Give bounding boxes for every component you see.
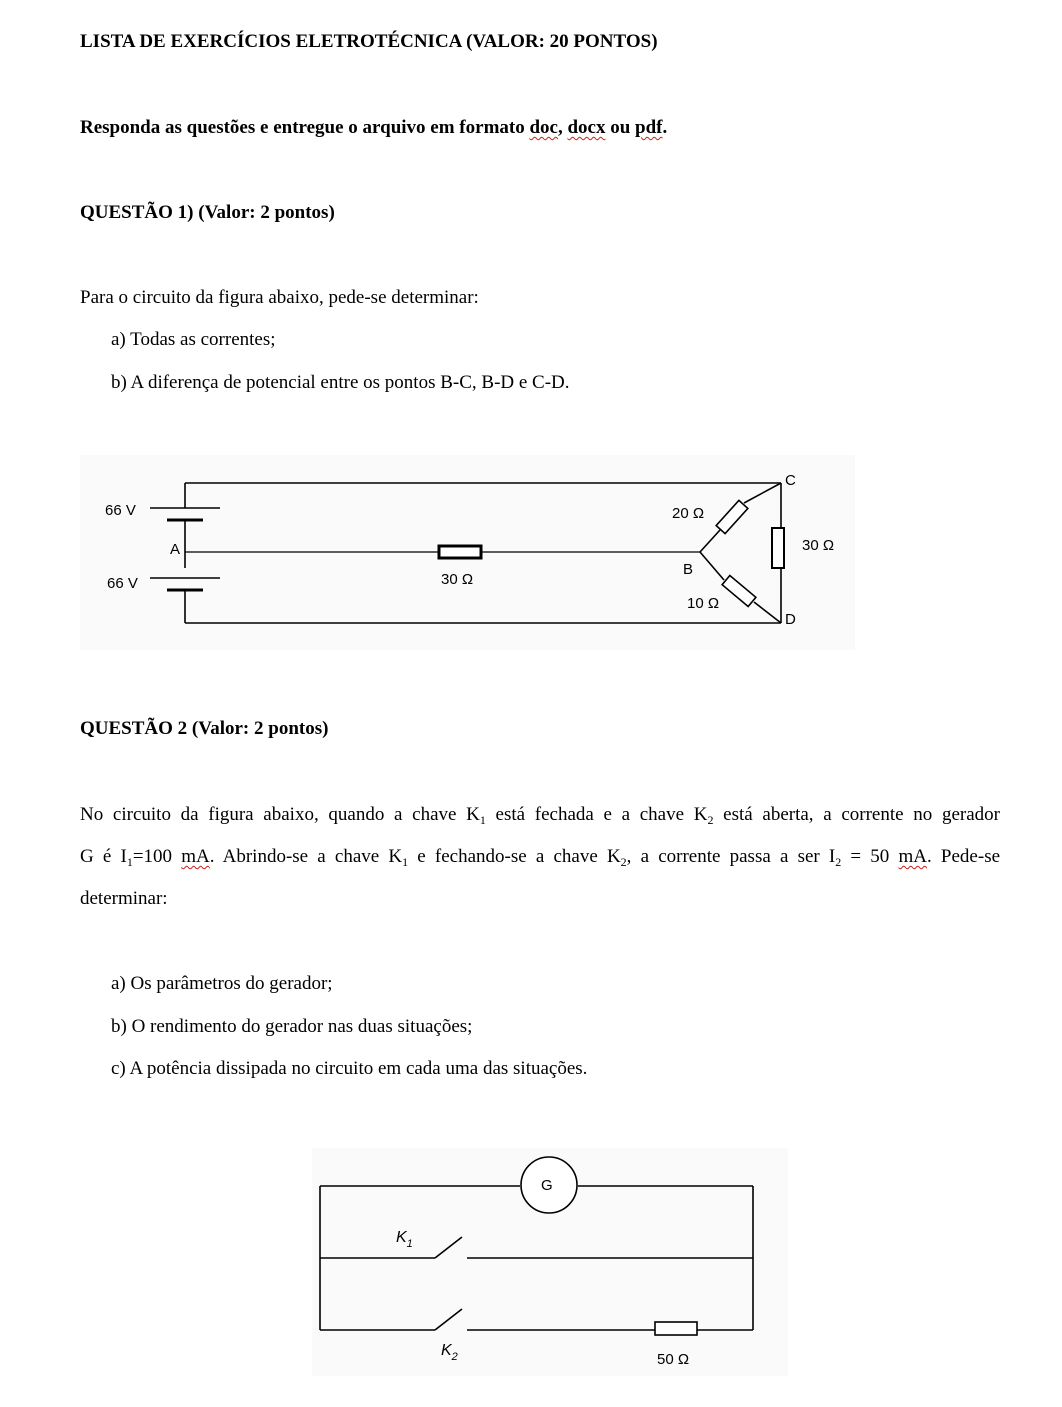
resistor-50-label: 50 Ω xyxy=(657,1351,690,1368)
resistor-bd-label: 10 Ω xyxy=(687,595,720,612)
k2-letter: K xyxy=(441,1342,452,1359)
q1-item-b: b) A diferença de potencial entre os pontos B-C, B-D e C-D. xyxy=(111,372,570,393)
text: e fechando-se a chave K xyxy=(408,846,621,867)
q2-item-b: b) O rendimento do gerador nas duas situações; xyxy=(111,1016,473,1037)
q2-paragraph xyxy=(80,804,1000,930)
resistor-cd-label: 30 Ω xyxy=(802,537,835,554)
text: No circuito da figura abaixo, quando a chave K xyxy=(80,804,480,825)
node-a-label: A xyxy=(170,541,181,558)
resistor-bc-label: 20 Ω xyxy=(672,505,705,522)
text: . Abrindo-se a chave K xyxy=(209,846,403,867)
resistor-50 xyxy=(655,1322,697,1335)
subscript: 2 xyxy=(835,855,842,869)
subscript: 1 xyxy=(402,855,409,869)
text: está fechada e a chave K xyxy=(485,804,708,825)
q1-prompt: Para o circuito da figura abaixo, pede-se determinar: xyxy=(80,287,479,308)
subscript: 1 xyxy=(479,813,486,827)
node-b-label: B xyxy=(683,561,694,578)
text: , a corrente passa a ser I xyxy=(626,846,836,867)
q1-item-a: a) Todas as correntes; xyxy=(111,329,276,350)
resistor-middle-label: 30 Ω xyxy=(441,571,474,588)
node-c-label: C xyxy=(785,472,796,489)
q1-circuit-figure xyxy=(0,450,1062,650)
resistor-30-cd xyxy=(772,528,784,568)
format-doc: doc xyxy=(529,117,558,138)
q2-line-1 xyxy=(80,804,1000,846)
unit-ma: mA xyxy=(181,846,210,867)
instructions-text: Responda as questões e entregue o arquivo em formato xyxy=(80,117,530,138)
text: G é I xyxy=(80,846,127,867)
text: está aberta, a corrente no gerador xyxy=(713,804,1000,825)
node-d-label: D xyxy=(785,611,796,628)
text: =100 xyxy=(132,846,182,867)
document-title: LISTA DE EXERCÍCIOS ELETROTÉCNICA (VALOR: 20 PONTOS) xyxy=(80,31,658,52)
instructions-sep: , xyxy=(557,117,568,138)
q2-item-c: c) A potência dissipada no circuito em cada uma das situações. xyxy=(111,1058,588,1079)
q2-item-a: a) Os parâmetros do gerador; xyxy=(111,973,333,994)
text: . Pede-se xyxy=(927,846,1001,867)
subscript: 2 xyxy=(620,855,627,869)
q2-line-2 xyxy=(80,846,1000,888)
k2-subscript: 2 xyxy=(451,1351,458,1363)
format-pdf: pdf xyxy=(635,117,663,138)
instructions-end: . xyxy=(662,117,668,138)
battery-top-label: 66 V xyxy=(105,502,136,519)
k1-subscript: 1 xyxy=(406,1238,413,1250)
text: = 50 xyxy=(841,846,899,867)
instructions xyxy=(80,118,667,137)
q1-heading: QUESTÃO 1) (Valor: 2 pontos) xyxy=(80,202,335,223)
q2-heading: QUESTÃO 2 (Valor: 2 pontos) xyxy=(80,718,329,739)
instructions-sep: ou xyxy=(605,117,636,138)
q2-circuit-figure xyxy=(0,1140,1062,1380)
battery-bottom-label: 66 V xyxy=(107,575,138,592)
q2-line-3: determinar: xyxy=(80,888,168,909)
generator-label: G xyxy=(541,1177,553,1194)
subscript: 2 xyxy=(707,813,714,827)
unit-ma: mA xyxy=(898,846,927,867)
format-docx: docx xyxy=(567,117,606,138)
k1-letter: K xyxy=(396,1229,407,1246)
resistor-30-middle xyxy=(439,546,481,558)
subscript: 1 xyxy=(126,855,133,869)
